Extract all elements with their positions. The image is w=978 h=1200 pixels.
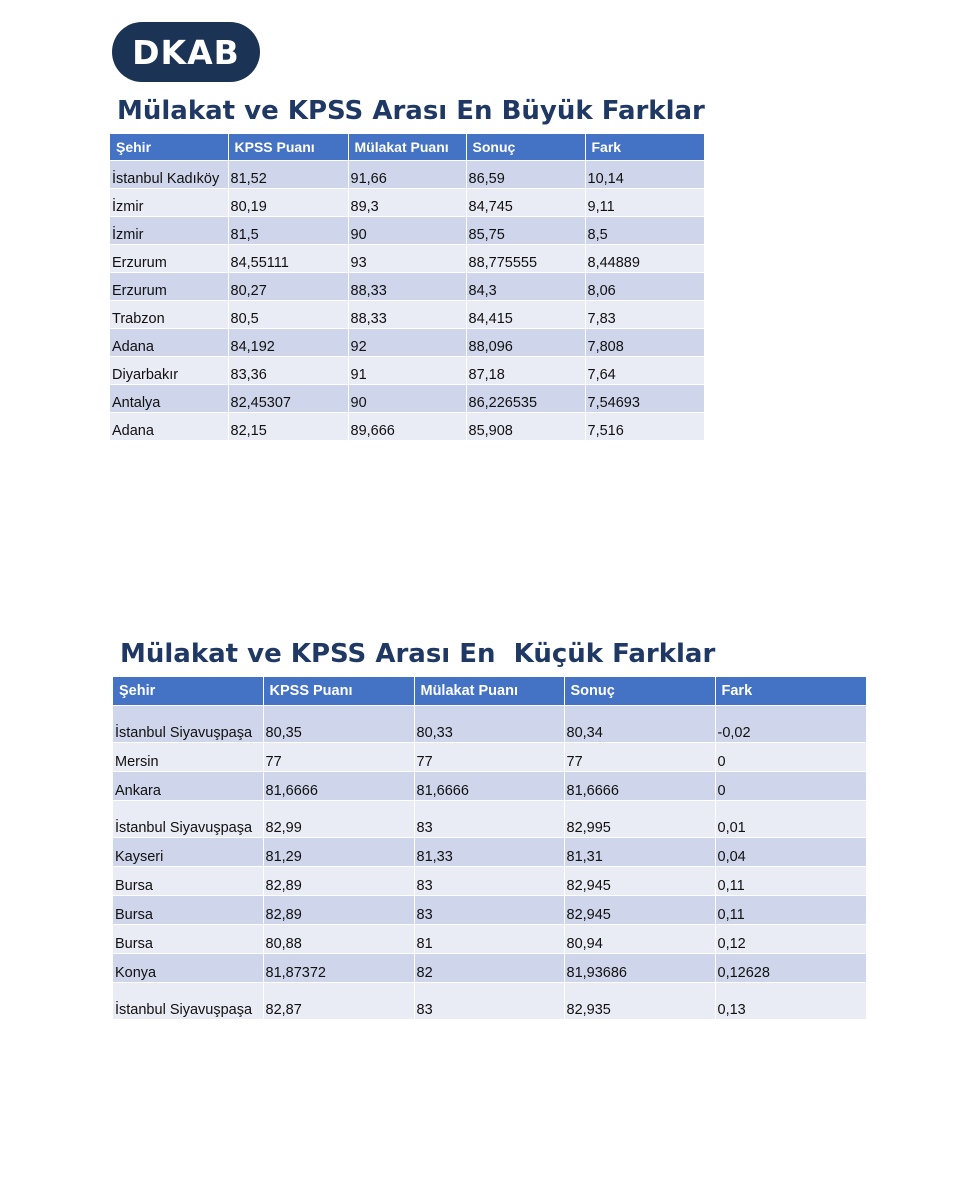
cell-city: Erzurum [110, 245, 228, 273]
cell-result: 80,34 [564, 706, 715, 743]
table-row [110, 301, 704, 329]
cell-interview-score: 88,33 [348, 273, 466, 301]
header-result: Sonuç [466, 134, 585, 161]
cell-interview-score: 81,6666 [414, 772, 564, 801]
cell-interview-score: 91 [348, 357, 466, 385]
cell-result: 82,945 [564, 867, 715, 896]
cell-interview-score: 81,33 [414, 838, 564, 867]
cell-interview-score: 90 [348, 217, 466, 245]
cell-interview-score: 91,66 [348, 161, 466, 189]
cell-result: 86,59 [466, 161, 585, 189]
cell-difference: 7,516 [585, 413, 704, 441]
table-row [110, 189, 704, 217]
cell-kpss-score: 82,15 [228, 413, 348, 441]
cell-difference: 0,12 [715, 925, 866, 954]
logo-text: DKAB [132, 32, 240, 72]
cell-city: Adana [110, 413, 228, 441]
cell-kpss-score: 82,89 [263, 896, 414, 925]
cell-difference: 0 [715, 772, 866, 801]
cell-result: 82,995 [564, 801, 715, 838]
table-row [110, 357, 704, 385]
table-header-row [113, 677, 866, 706]
cell-city: Konya [113, 954, 263, 983]
table-row [113, 706, 866, 743]
dkab-logo [112, 22, 260, 82]
cell-city: Antalya [110, 385, 228, 413]
cell-interview-score: 83 [414, 896, 564, 925]
header-result: Sonuç [564, 677, 715, 706]
table-row [110, 385, 704, 413]
cell-kpss-score: 81,5 [228, 217, 348, 245]
header-interview-score: Mülakat Puanı [348, 134, 466, 161]
table-row [110, 245, 704, 273]
cell-city: Adana [110, 329, 228, 357]
table-row [110, 273, 704, 301]
cell-kpss-score: 80,35 [263, 706, 414, 743]
cell-city: İstanbul Siyavuşpaşa [113, 801, 263, 838]
cell-interview-score: 92 [348, 329, 466, 357]
cell-city: Bursa [113, 896, 263, 925]
cell-result: 88,775555 [466, 245, 585, 273]
cell-interview-score: 82 [414, 954, 564, 983]
cell-result: 82,935 [564, 983, 715, 1020]
cell-kpss-score: 80,27 [228, 273, 348, 301]
cell-result: 88,096 [466, 329, 585, 357]
cell-city: Mersin [113, 743, 263, 772]
cell-interview-score: 81 [414, 925, 564, 954]
cell-interview-score: 90 [348, 385, 466, 413]
largest-differences-table [110, 134, 704, 440]
header-kpss-score: KPSS Puanı [263, 677, 414, 706]
cell-difference: 0,01 [715, 801, 866, 838]
cell-difference: 7,54693 [585, 385, 704, 413]
cell-city: Bursa [113, 925, 263, 954]
header-interview-score: Mülakat Puanı [414, 677, 564, 706]
cell-kpss-score: 82,87 [263, 983, 414, 1020]
largest-differences-title: Mülakat ve KPSS Arası En Büyük Farklar [117, 96, 705, 126]
cell-city: Bursa [113, 867, 263, 896]
header-difference: Fark [585, 134, 704, 161]
cell-interview-score: 83 [414, 867, 564, 896]
cell-kpss-score: 82,99 [263, 801, 414, 838]
cell-interview-score: 93 [348, 245, 466, 273]
cell-result: 85,908 [466, 413, 585, 441]
table-row [113, 867, 866, 896]
cell-kpss-score: 77 [263, 743, 414, 772]
cell-result: 84,415 [466, 301, 585, 329]
cell-city: Ankara [113, 772, 263, 801]
cell-difference: 8,06 [585, 273, 704, 301]
cell-result: 80,94 [564, 925, 715, 954]
cell-difference: 0 [715, 743, 866, 772]
table-row [113, 801, 866, 838]
cell-difference: 7,64 [585, 357, 704, 385]
cell-interview-score: 89,666 [348, 413, 466, 441]
table-row [113, 925, 866, 954]
cell-difference: 0,04 [715, 838, 866, 867]
cell-kpss-score: 80,5 [228, 301, 348, 329]
cell-result: 85,75 [466, 217, 585, 245]
cell-city: İstanbul Siyavuşpaşa [113, 706, 263, 743]
table-row [113, 838, 866, 867]
cell-difference: 8,44889 [585, 245, 704, 273]
cell-kpss-score: 84,55111 [228, 245, 348, 273]
cell-result: 82,945 [564, 896, 715, 925]
cell-difference: 0,12628 [715, 954, 866, 983]
cell-difference: 10,14 [585, 161, 704, 189]
cell-difference: 7,83 [585, 301, 704, 329]
table-row [110, 161, 704, 189]
table-row [113, 896, 866, 925]
cell-interview-score: 83 [414, 983, 564, 1020]
smallest-differences-table [113, 677, 866, 1019]
cell-interview-score: 80,33 [414, 706, 564, 743]
cell-difference: 9,11 [585, 189, 704, 217]
cell-kpss-score: 84,192 [228, 329, 348, 357]
cell-difference: 8,5 [585, 217, 704, 245]
table-row [113, 772, 866, 801]
table-row [110, 413, 704, 441]
header-city: Şehir [110, 134, 228, 161]
table-row [113, 954, 866, 983]
cell-interview-score: 77 [414, 743, 564, 772]
cell-difference: 0,11 [715, 896, 866, 925]
cell-city: Diyarbakır [110, 357, 228, 385]
cell-city: İzmir [110, 217, 228, 245]
header-city: Şehir [113, 677, 263, 706]
cell-kpss-score: 81,87372 [263, 954, 414, 983]
cell-result: 81,93686 [564, 954, 715, 983]
cell-kpss-score: 82,45307 [228, 385, 348, 413]
cell-kpss-score: 82,89 [263, 867, 414, 896]
cell-difference: 0,11 [715, 867, 866, 896]
cell-interview-score: 83 [414, 801, 564, 838]
cell-city: Trabzon [110, 301, 228, 329]
table-row [110, 217, 704, 245]
cell-difference: -0,02 [715, 706, 866, 743]
header-kpss-score: KPSS Puanı [228, 134, 348, 161]
cell-kpss-score: 80,19 [228, 189, 348, 217]
cell-city: İzmir [110, 189, 228, 217]
cell-city: İstanbul Siyavuşpaşa [113, 983, 263, 1020]
cell-result: 84,3 [466, 273, 585, 301]
table-row [113, 983, 866, 1020]
cell-result: 87,18 [466, 357, 585, 385]
cell-kpss-score: 81,6666 [263, 772, 414, 801]
cell-interview-score: 89,3 [348, 189, 466, 217]
smallest-differences-title: Mülakat ve KPSS Arası En Küçük Farklar [120, 639, 716, 669]
cell-interview-score: 88,33 [348, 301, 466, 329]
header-difference: Fark [715, 677, 866, 706]
table-header-row [110, 134, 704, 161]
cell-kpss-score: 80,88 [263, 925, 414, 954]
cell-kpss-score: 81,29 [263, 838, 414, 867]
cell-result: 81,31 [564, 838, 715, 867]
table-row [110, 329, 704, 357]
cell-city: Erzurum [110, 273, 228, 301]
cell-result: 77 [564, 743, 715, 772]
cell-kpss-score: 83,36 [228, 357, 348, 385]
cell-difference: 0,13 [715, 983, 866, 1020]
cell-result: 84,745 [466, 189, 585, 217]
cell-result: 86,226535 [466, 385, 585, 413]
cell-city: Kayseri [113, 838, 263, 867]
cell-city: İstanbul Kadıköy [110, 161, 228, 189]
cell-kpss-score: 81,52 [228, 161, 348, 189]
table-row [113, 743, 866, 772]
cell-result: 81,6666 [564, 772, 715, 801]
cell-difference: 7,808 [585, 329, 704, 357]
